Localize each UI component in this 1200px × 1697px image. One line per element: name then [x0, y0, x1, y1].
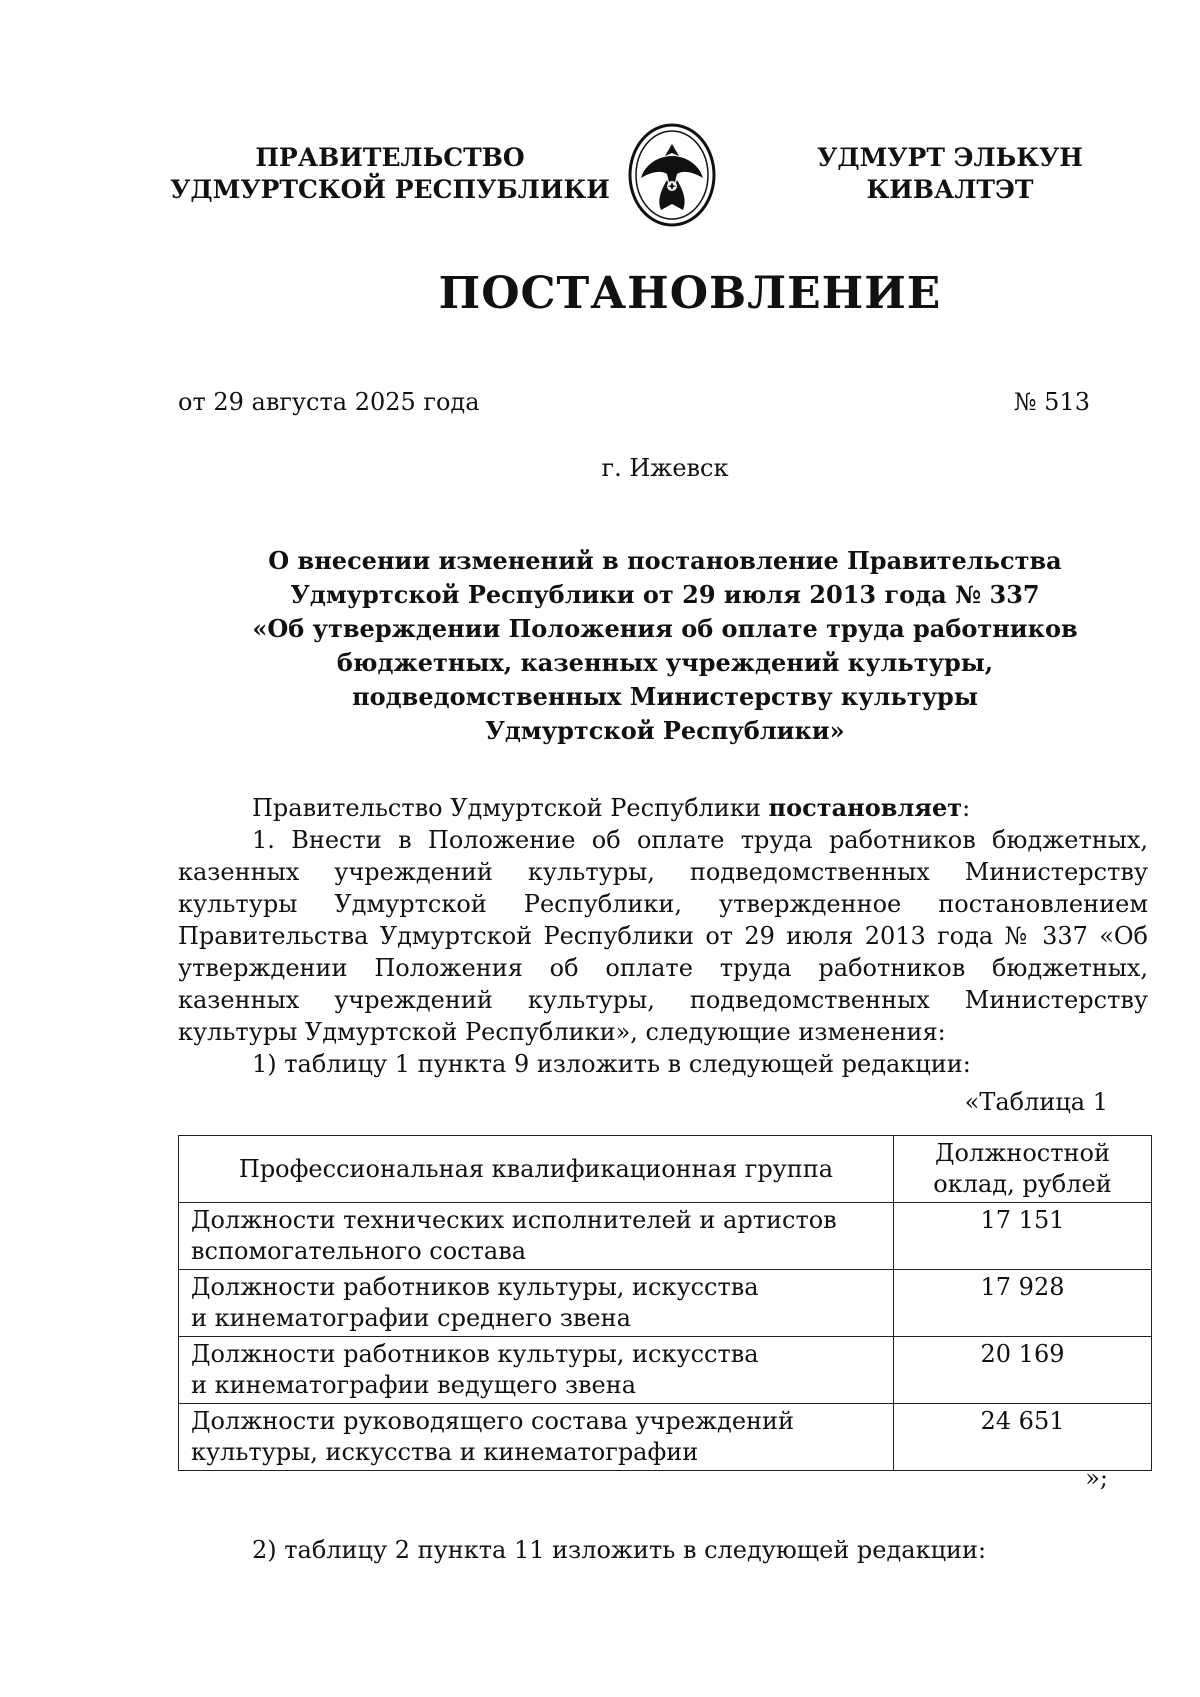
- table-row: [179, 1337, 1152, 1404]
- table-header-row: [179, 1136, 1152, 1203]
- item-1-paragraph: 1. Внести в Положение об оплате труда работников бюджетных, казенных учреждений культуры, подведомственных Министерству культуры Удмуртской Республики, утвержденное постановлением Правительства Удмуртской Республики от 29 июля 2013 года № 337 «Об утверждении Положения об оплате труда работников бюджетных, казенных учреждений культуры, подведомственных Министерству культуры Удмуртской Республики», следующие изменения:: [178, 826, 1148, 1046]
- government-name-line: УДМУРТ ЭЛЬКУН: [817, 143, 1083, 172]
- salary-table: [178, 1135, 1152, 1471]
- table-row: [179, 1270, 1152, 1337]
- group-line: Должности технических исполнителей и артистов: [191, 1206, 837, 1234]
- group-cell: [179, 1270, 894, 1337]
- table-row: [179, 1203, 1152, 1270]
- group-line: Должности руководящего состава учреждений: [191, 1407, 795, 1435]
- group-line: Должности работников культуры, искусства: [191, 1340, 759, 1368]
- title-line: Удмуртской Республики»: [485, 716, 845, 745]
- group-line: и кинематографии среднего звена: [191, 1304, 631, 1332]
- header-group-cell: Профессиональная квалификационная группа: [179, 1136, 894, 1203]
- title-line: Удмуртской Республики от 29 июля 2013 года № 337: [290, 580, 1040, 609]
- salary-cell: 17 151: [894, 1203, 1152, 1270]
- table-closing-quote: »;: [1085, 1464, 1108, 1492]
- government-name-line: ПРАВИТЕЛЬСТВО: [255, 143, 525, 172]
- title-line: бюджетных, казенных учреждений культуры,: [336, 648, 994, 677]
- government-name-line: УДМУРТСКОЙ РЕСПУБЛИКИ: [170, 175, 610, 204]
- header-salary-line: Должностной: [935, 1139, 1110, 1167]
- government-name-line: КИВАЛТЭТ: [866, 175, 1034, 204]
- document-title: [250, 544, 1080, 748]
- intro-colon: :: [962, 794, 971, 822]
- document-number: № 513: [1013, 388, 1090, 416]
- document-body: [178, 792, 1148, 1080]
- intro-text: Правительство Удмуртской Республики: [252, 794, 769, 822]
- document-date: от 29 августа 2025 года: [178, 388, 480, 416]
- salary-cell: 17 928: [894, 1270, 1152, 1337]
- group-line: вспомогательного состава: [191, 1237, 527, 1265]
- table-caption: «Таблица 1: [964, 1088, 1108, 1116]
- group-cell: [179, 1203, 894, 1270]
- title-line: «Об утверждении Положения об оплате труда работников: [252, 614, 1078, 643]
- header-salary-line: оклад, рублей: [933, 1170, 1112, 1198]
- udmurtia-coat-of-arms-icon: [617, 120, 727, 230]
- group-line: и кинематографии ведущего звена: [191, 1371, 637, 1399]
- government-name-udmurt: [800, 142, 1100, 206]
- table-row: [179, 1404, 1152, 1471]
- intro-paragraph: [178, 792, 1148, 824]
- group-cell: [179, 1404, 894, 1471]
- document-city: г. Ижевск: [601, 454, 729, 482]
- header-salary-cell: [894, 1136, 1152, 1203]
- intro-bold-verb: постановляет: [768, 793, 963, 822]
- group-cell: [179, 1337, 894, 1404]
- government-name-russian: [170, 142, 610, 206]
- subitem-1-paragraph: 1) таблицу 1 пункта 9 изложить в следующей редакции:: [252, 1050, 971, 1078]
- salary-cell: 20 169: [894, 1337, 1152, 1404]
- group-line: Должности работников культуры, искусства: [191, 1273, 759, 1301]
- subitem-2-paragraph: 2) таблицу 2 пункта 11 изложить в следующей редакции:: [252, 1536, 987, 1564]
- group-line: культуры, искусства и кинематографии: [191, 1438, 699, 1466]
- title-line: О внесении изменений в постановление Правительства: [268, 546, 1062, 575]
- salary-cell: 24 651: [894, 1404, 1152, 1471]
- title-line: подведомственных Министерству культуры: [352, 682, 978, 711]
- document-type-heading: ПОСТАНОВЛЕНИЕ: [438, 268, 942, 319]
